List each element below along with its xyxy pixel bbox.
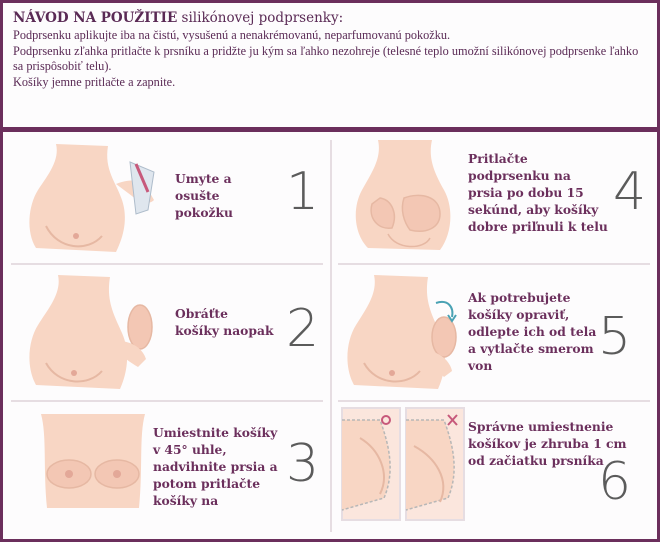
- step-5: [330, 263, 657, 400]
- header-title-bold: NÁVOD NA POUŽITIE: [13, 10, 178, 26]
- step-3-text: Umiestnite košíky v 45° uhle, nadvihnite prsia a potom pritlačte košíky na: [153, 425, 278, 508]
- step-3-number: 3: [286, 434, 320, 494]
- header-title-rest: silikónovej podprsenky:: [177, 10, 344, 26]
- header-line-3: Košíky jemne pritlačte a zapnite.: [13, 74, 176, 89]
- step-3: [3, 400, 330, 539]
- header-line-2: Podprsenku zľahka pritlačte k prsníku a pridžte ju kým sa ľahko nezohreje (telesné teplo umožní silikónovej podprsenke ľahko sa prispôsobiť telu).: [13, 43, 639, 73]
- header-title: [13, 9, 647, 28]
- step-4: [330, 132, 657, 263]
- adjusting-illustration: [340, 271, 480, 396]
- step-5-number: 5: [598, 307, 632, 367]
- correct-incorrect-placement: [340, 406, 470, 526]
- pressing-illustration: [348, 138, 458, 258]
- step-6-number: 6: [598, 452, 632, 512]
- step-2-number: 2: [286, 299, 320, 359]
- washing-illustration: [18, 140, 168, 260]
- step-4-number: 4: [613, 162, 647, 222]
- placing-cups-illustration: [33, 408, 153, 528]
- step-2-text: Obráťte košíky naopak: [175, 306, 274, 338]
- step-2: [3, 263, 330, 400]
- steps-panel: [3, 132, 657, 539]
- step-4-text: Pritlačte podprsenku na prsia po dobu 15 sekúnd, aby košíky dobre priľnuli k telu: [468, 151, 608, 234]
- instructions-header: [3, 3, 657, 127]
- step-1: [3, 132, 330, 263]
- step-1-text: Umyte a osušte pokožku: [175, 171, 233, 220]
- step-6-text: Správne umiestnenie košíkov je zhruba 1 cm od začiatku prsníka: [468, 419, 627, 468]
- step-6: [330, 400, 657, 539]
- step-1-number: 1: [286, 162, 320, 222]
- step-5-text: Ak potrebujete košíky opraviť, odlepte ich od tela a vytlačte smerom von: [468, 290, 597, 373]
- turn-cup-illustration: [18, 271, 168, 396]
- header-line-1: Podprsenku aplikujte iba na čistú, vysušenú a nenakrémovanú, neparfumovanú pokožku.: [13, 28, 451, 42]
